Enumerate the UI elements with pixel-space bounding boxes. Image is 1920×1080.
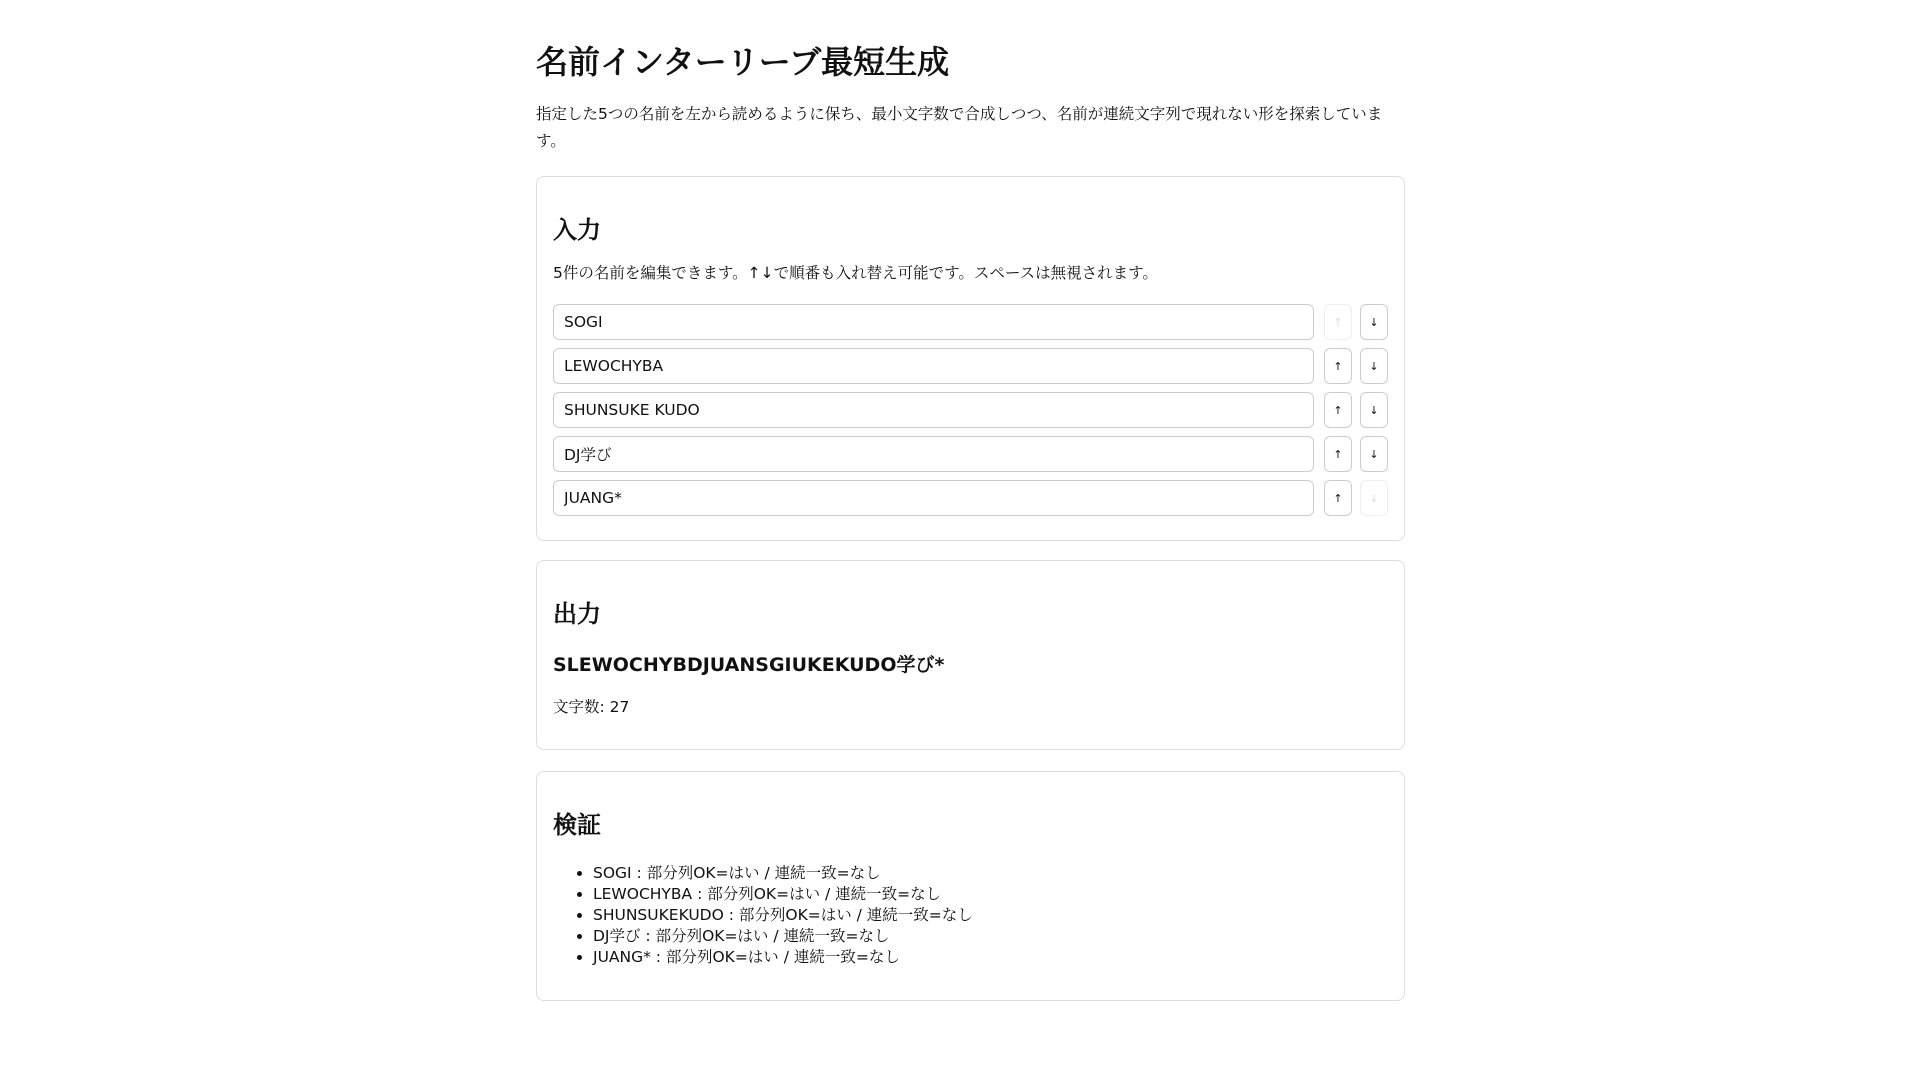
move-up-button-3[interactable]: ↑ — [1324, 392, 1352, 428]
verify-item: • JUANG* : 部分列OK=はい / 連続一致=なし — [593, 947, 973, 968]
move-down-button-5[interactable]: ↓ — [1360, 480, 1388, 516]
name-input-1[interactable] — [553, 304, 1314, 340]
move-down-button-1[interactable]: ↓ — [1360, 304, 1388, 340]
output-result: SLEWOCHYBDJUANSGIUKEKUDO学び* — [553, 654, 945, 676]
name-input-3[interactable] — [553, 392, 1314, 428]
character-count: 文字数: 27 — [553, 698, 630, 716]
move-up-button-2[interactable]: ↑ — [1324, 348, 1352, 384]
output-card — [536, 560, 1405, 750]
move-down-button-2[interactable]: ↓ — [1360, 348, 1388, 384]
name-row-1 — [553, 304, 1388, 340]
name-input-4[interactable] — [553, 436, 1314, 472]
verify-item: • SHUNSUKEKUDO : 部分列OK=はい / 連続一致=なし — [593, 905, 973, 926]
page-title: 名前インターリーブ最短生成 — [536, 43, 950, 81]
name-row-4 — [553, 436, 1388, 472]
name-input-5[interactable] — [553, 480, 1314, 516]
verify-card — [536, 771, 1405, 1001]
move-down-button-4[interactable]: ↓ — [1360, 436, 1388, 472]
input-hint: 5件の名前を編集できます。↑↓で順番も入れ替え可能です。スペースは無視されます。 — [553, 264, 1158, 282]
verify-item: • SOGI : 部分列OK=はい / 連続一致=なし — [593, 863, 973, 884]
page-description: 指定した5つの名前を左から読めるように保ち、最小文字数で合成しつつ、名前が連続文字列で現れない形を探索しています。 — [536, 105, 1383, 150]
verify-item: • DJ学び : 部分列OK=はい / 連続一致=なし — [593, 926, 973, 947]
move-up-button-5[interactable]: ↑ — [1324, 480, 1352, 516]
name-row-2 — [553, 348, 1388, 384]
name-row-3 — [553, 392, 1388, 428]
move-down-button-3[interactable]: ↓ — [1360, 392, 1388, 428]
move-up-button-1[interactable]: ↑ — [1324, 304, 1352, 340]
verify-item: • LEWOCHYBA : 部分列OK=はい / 連続一致=なし — [593, 884, 973, 905]
input-heading: 入力 — [553, 216, 601, 244]
verify-list — [553, 863, 973, 968]
name-row-5 — [553, 480, 1388, 516]
output-heading: 出力 — [553, 600, 601, 628]
verify-heading: 検証 — [553, 811, 601, 839]
name-input-2[interactable] — [553, 348, 1314, 384]
input-card — [536, 176, 1405, 541]
move-up-button-4[interactable]: ↑ — [1324, 436, 1352, 472]
